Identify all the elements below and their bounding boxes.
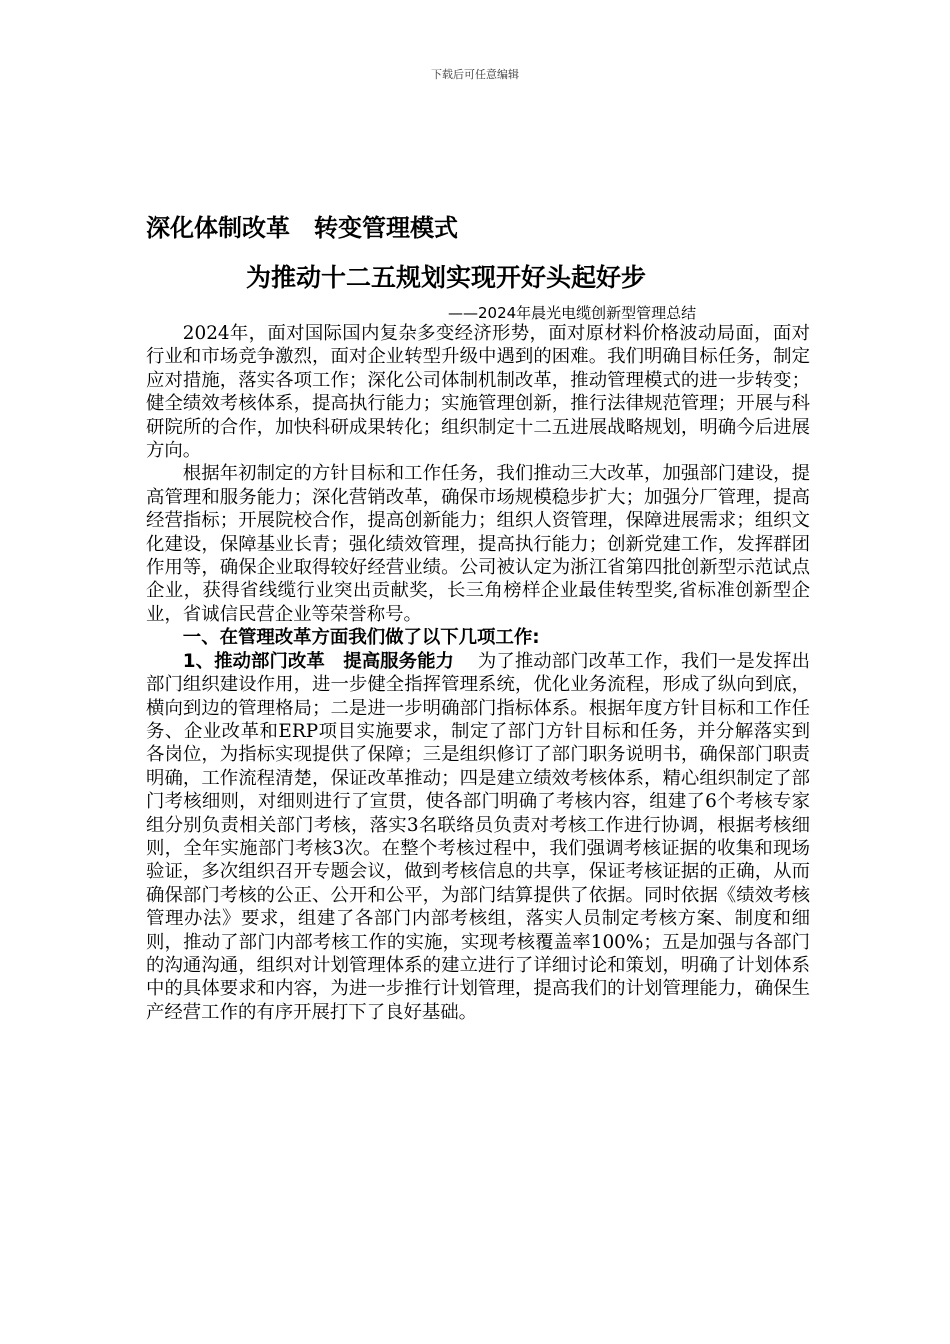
title-line-2: 为推动十二五规划实现开好头起好步: [246, 263, 647, 292]
section-heading: 一、在管理改革方面我们做了以下几项工作:: [182, 627, 540, 649]
item-1-text: 为了推动部门改革工作，我们一是发挥出部门组织建设作用，进一步健全指挥管理系统，优化业务流程，形成了纵向到底，横向到边的管理格局；二是进一步明确部门指标体系。根据年度方针目标和工作任务、企业改革和ERP项目实施要求，制定了部门方针目标和任务，并分解落实到各岗位，为指标实现提供了保障；三是组织修订了部门职务说明书，确保部门职责明确，工作流程清楚，保证改革推动；四是建立绩效考核体系，精心组织制定了部门考核细则，对细则进行了宣贯，使各部门明确了考核内容，组建了6个考核专家组分别负责相关部门考核，落实3名联络员负责对考核工作进行协调，根据考核细则，全年实施部门考核3次。在整个考核过程中，我们强调考核证据的收集和现场验证，多次组织召开专题会议，做到考核信息的共享，保证考核证据的正确，从而确保部门考核的公正、公开和公平，为部门结算提供了依据。同时依据《绩效考核管理办法》要求，组建了各部门内部考核组，落实人员制定考核方案、制度和细则，推动了部门内部考核工作的实施，实现考核覆盖率100%；五是加强与各部门的沟通沟通，组织对计划管理体系的建立进行了详细讨论和策划，明确了计划体系中的具体要求和内容，为进一步推行计划管理，提高我们的计划管理能力，确保生产经营工作的有序开展打下了良好基础。: [146, 650, 810, 1023]
paragraph-1: 2024年，面对国际国内复杂多变经济形势，面对原材料价格波动局面，面对行业和市场竞争激烈，面对企业转型升级中遇到的困难。我们明确目标任务，制定应对措施，落实各项工作；深化公司体制机制改革，推动管理模式的进一步转变；健全绩效考核体系，提高执行能力；实施管理创新，推行法律规范管理；开展与科研院所的合作，加快科研成果转化；组织制定十二五进展战略规划，明确今后进展方向。: [146, 323, 810, 462]
subtitle: ——2024年晨光电缆创新型管理总结: [448, 304, 697, 322]
paragraph-2: 根据年初制定的方针目标和工作任务，我们推动三大改革，加强部门建设，提高管理和服务能力；深化营销改革，确保市场规模稳步扩大；加强分厂管理，提高经营指标；开展院校合作，提高创新能力；组织人资管理，保障进展需求；组织文化建设，保障基业长青；强化绩效管理，提高执行能力；创新党建工作，发挥群团作用等，确保企业取得较好经营业绩。公司被认定为浙江省第四批创新型示范试点企业，获得省线缆行业突出贡献奖，长三角榜样企业最佳转型奖,省标准创新型企业，省诚信民营企业等荣誉称号。: [146, 463, 810, 625]
item-1-heading: 1、推动部门改革 提高服务能力: [182, 650, 454, 672]
title-line-1: 深化体制改革 转变管理模式: [146, 214, 458, 242]
document-body: [146, 322, 810, 1024]
item-1-paragraph: [146, 650, 810, 1025]
header-note: 下载后可任意编辑: [431, 68, 519, 81]
